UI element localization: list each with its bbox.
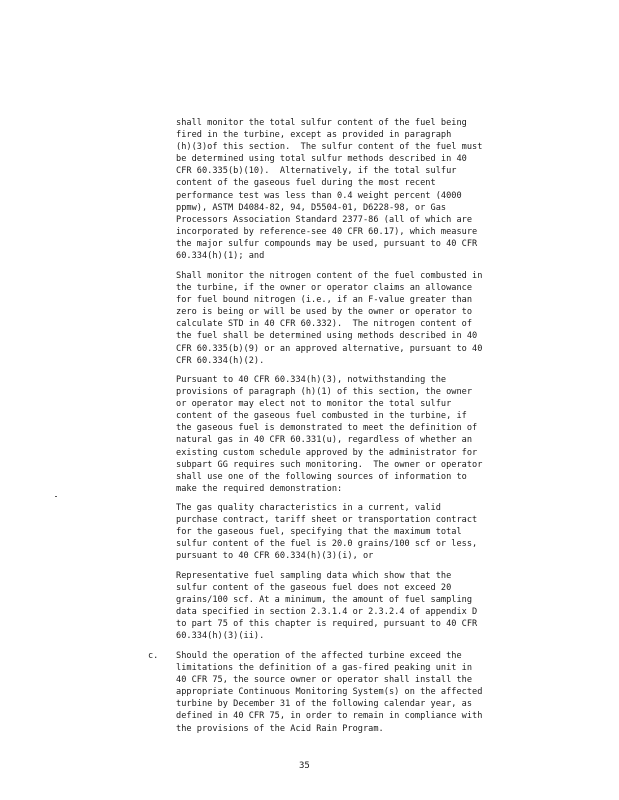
scan-speck — [55, 496, 57, 497]
paragraph-natural-gas-exemption: Pursuant to 40 CFR 60.334(h)(3), notwithstanding the provisions of paragraph (h)(1) of this section, the owner or operator may elect not to monitor the total sulfur content of the gaseous fuel combusted in the turbine, if the gaseous fuel is demonstrated to meet the definition of natural gas in 40 CFR 60.331(u), regardless of whether an existing custom schedule approved by the administrator for subpart GG requires such monitoring. The owner or operator shall use one of the following sources of information to make the required demonstration: — [176, 375, 483, 494]
paragraph-sulfur-monitoring: shall monitor the total sulfur content of the fuel being fired in the turbine, except as provided in paragraph (h)(3)of this section. The sulfur content of the fuel must be determined using total sulfur methods described in 40 CFR 60.335(b)(10). Alternatively, if the total sulfur content of the gaseous fuel during the most recent performance test was less than 0.4 weight percent (4000 ppmw), ASTM D4084-82, 94, D5504-01, D6228-98, or Gas Processors Association Standard 2377-86 (all of which are incorporated by reference-see 40 CFR 60.17), which measure the major sulfur compounds may be used, pursuant to 40 CFR 60.334(h)(1); and — [176, 118, 483, 262]
paragraph-peaking-unit: Should the operation of the affected turbine exceed the limitations the definition of a gas-fired peaking unit in 40 CFR 75, the source owner or operator shall install the appropriate Continuous Monitoring System(s) on the affected turbine by December 31 of the following calendar year, as defined in 40 CFR 75, in order to remain in compliance with the provisions of the Acid Rain Program. — [176, 651, 483, 734]
item-marker-c: c. — [148, 651, 159, 661]
paragraph-purchase-contract: The gas quality characteristics in a current, valid purchase contract, tariff sheet or transportation contract for the gaseous fuel, specifying that the maximum total sulfur content of the fuel is 20.0 grains/100 scf or less, pursuant to 40 CFR 60.334(h)(3)(i), or — [176, 503, 478, 562]
paragraph-fuel-sampling: Representative fuel sampling data which show that the sulfur content of the gaseous fuel does not exceed 20 grains/100 scf. At a minimum, the amount of fuel sampling data specified in section 2.3.1.4 or 2.3.2.4 of appendix D to part 75 of this chapter is required, pursuant to 40 CFR 60.334(h)(3)(ii). — [176, 571, 478, 642]
paragraph-nitrogen-monitoring: Shall monitor the nitrogen content of the fuel combusted in the turbine, if the owner or operator claims an allowance for fuel bound nitrogen (i.e., if an F-value greater than zero is being or will be used by the owner or operator to calculate STD in 40 CFR 60.332). The nitrogen content of the fuel shall be determined using methods described in 40 CFR 60.335(b)(9) or an approved alternative, pursuant to 40 CFR 60.334(h)(2). — [176, 271, 483, 366]
page-number: 35 — [299, 761, 310, 771]
